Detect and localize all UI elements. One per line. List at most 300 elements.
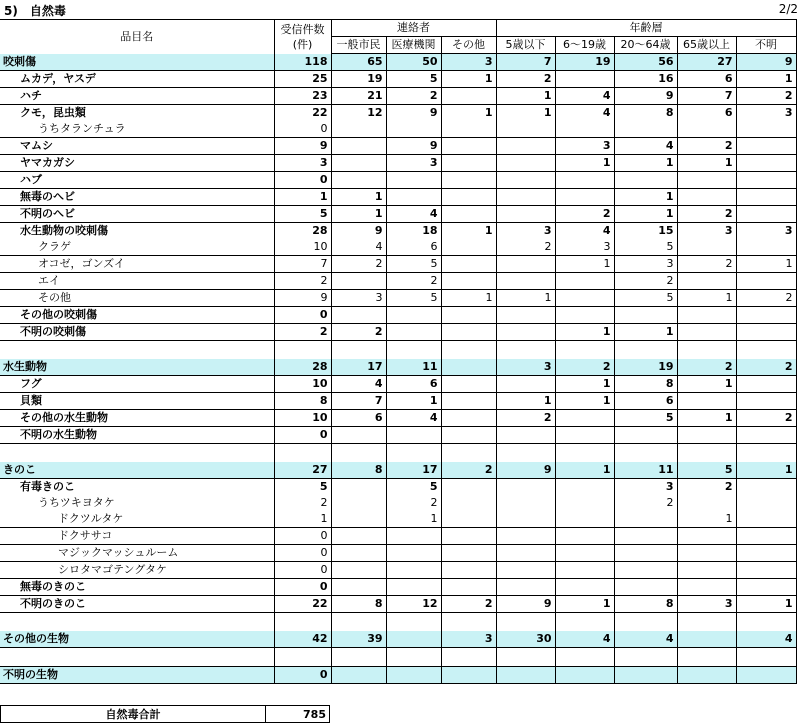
- row-value: 25: [274, 71, 331, 88]
- row-label: フグ: [0, 376, 274, 393]
- row-value: [555, 579, 614, 596]
- row-value: [496, 613, 555, 632]
- table-row: [0, 427, 796, 444]
- row-value: [274, 648, 331, 667]
- row-value: [441, 256, 496, 273]
- row-value: 7: [677, 88, 736, 105]
- row-value: [441, 138, 496, 155]
- row-value: 2: [736, 359, 796, 376]
- row-value: 2: [677, 256, 736, 273]
- row-value: [677, 545, 736, 562]
- row-value: 2: [677, 206, 736, 223]
- row-value: [496, 648, 555, 667]
- row-value: 11: [386, 359, 441, 376]
- category-row: [0, 667, 796, 684]
- row-value: [555, 71, 614, 88]
- row-value: [441, 273, 496, 290]
- row-value: 8: [331, 596, 386, 613]
- row-value: 1: [677, 511, 736, 528]
- row-value: [441, 648, 496, 667]
- row-label: 水生動物: [0, 359, 274, 376]
- total-value: 785: [266, 706, 330, 723]
- row-value: [386, 545, 441, 562]
- row-value: [441, 341, 496, 360]
- row-value: 9: [736, 54, 796, 71]
- row-value: [331, 155, 386, 172]
- row-value: [736, 511, 796, 528]
- page-number: 2/2: [778, 2, 798, 16]
- row-value: [331, 138, 386, 155]
- row-value: [331, 613, 386, 632]
- row-value: [614, 341, 677, 360]
- row-value: [274, 444, 331, 463]
- row-label: うちタランチュラ: [0, 121, 274, 138]
- row-value: 17: [331, 359, 386, 376]
- row-value: [331, 495, 386, 511]
- row-value: [496, 495, 555, 511]
- total-table: [0, 705, 330, 723]
- row-value: 1: [677, 155, 736, 172]
- row-value: [441, 155, 496, 172]
- row-value: [496, 444, 555, 463]
- row-label: オコゼ，ゴンズイ: [0, 256, 274, 273]
- row-value: [677, 667, 736, 684]
- row-value: 0: [274, 121, 331, 138]
- row-label: うちツキヨタケ: [0, 495, 274, 511]
- row-value: 1: [677, 290, 736, 307]
- row-value: [677, 189, 736, 206]
- row-label: ヤマカガシ: [0, 155, 274, 172]
- table-row: [0, 239, 796, 256]
- row-value: 2: [331, 256, 386, 273]
- row-value: [736, 138, 796, 155]
- row-label: クモ，昆虫類: [0, 105, 274, 122]
- row-value: [614, 444, 677, 463]
- row-value: [736, 528, 796, 545]
- header-row-1: [0, 20, 796, 37]
- row-value: [677, 562, 736, 579]
- row-value: [677, 324, 736, 341]
- row-value: [496, 172, 555, 189]
- row-value: 27: [677, 54, 736, 71]
- row-value: [496, 528, 555, 545]
- row-value: [736, 545, 796, 562]
- row-value: 9: [614, 88, 677, 105]
- row-label: マムシ: [0, 138, 274, 155]
- row-value: [496, 562, 555, 579]
- row-value: [331, 545, 386, 562]
- row-value: [677, 172, 736, 189]
- col-age-65plus: 65歳以上: [677, 37, 736, 54]
- row-value: 0: [274, 667, 331, 684]
- table-row: [0, 189, 796, 206]
- row-label: その他: [0, 290, 274, 307]
- row-label: 無毒のきのこ: [0, 579, 274, 596]
- row-value: [736, 307, 796, 324]
- row-value: 19: [331, 71, 386, 88]
- col-contact-group: 連絡者: [331, 20, 496, 37]
- col-age-unknown: 不明: [736, 37, 796, 54]
- row-value: [736, 121, 796, 138]
- row-value: 7: [331, 393, 386, 410]
- table-row: [0, 495, 796, 511]
- row-value: 2: [677, 479, 736, 496]
- row-value: 1: [555, 256, 614, 273]
- row-value: [614, 667, 677, 684]
- row-value: 1: [496, 393, 555, 410]
- spacer-row: [0, 444, 796, 463]
- row-value: 2: [441, 596, 496, 613]
- row-value: [736, 444, 796, 463]
- row-value: [736, 324, 796, 341]
- row-value: [496, 427, 555, 444]
- row-value: 0: [274, 545, 331, 562]
- row-value: 5: [386, 256, 441, 273]
- row-value: [736, 341, 796, 360]
- row-value: 2: [555, 206, 614, 223]
- table-row: [0, 324, 796, 341]
- row-value: [441, 545, 496, 562]
- row-value: 28: [274, 359, 331, 376]
- row-value: [441, 239, 496, 256]
- row-value: [677, 613, 736, 632]
- row-value: 8: [614, 376, 677, 393]
- row-value: [614, 172, 677, 189]
- total-label: 自然毒合計: [1, 706, 266, 723]
- row-value: 8: [614, 596, 677, 613]
- row-value: 1: [555, 462, 614, 479]
- row-value: [614, 307, 677, 324]
- poison-stats-table: [0, 19, 797, 684]
- row-value: 5: [274, 206, 331, 223]
- col-age-group: 年齢層: [496, 20, 796, 37]
- row-value: [386, 341, 441, 360]
- row-value: 2: [274, 324, 331, 341]
- row-value: 8: [331, 462, 386, 479]
- row-value: 65: [331, 54, 386, 71]
- row-value: [441, 495, 496, 511]
- row-value: [677, 648, 736, 667]
- row-value: [331, 121, 386, 138]
- row-value: 2: [441, 462, 496, 479]
- table-row: [0, 479, 796, 496]
- table-row: [0, 256, 796, 273]
- row-label: ドクササコ: [0, 528, 274, 545]
- row-value: [386, 189, 441, 206]
- col-contact-citizen: 一般市民: [331, 37, 386, 54]
- row-value: [736, 479, 796, 496]
- row-value: [677, 631, 736, 648]
- row-value: 1: [614, 206, 677, 223]
- row-value: [331, 579, 386, 596]
- table-row: [0, 206, 796, 223]
- row-value: 5: [386, 290, 441, 307]
- row-value: [386, 444, 441, 463]
- row-label: ムカデ，ヤスデ: [0, 71, 274, 88]
- row-value: [496, 206, 555, 223]
- row-label: 水生動物の咬刺傷: [0, 223, 274, 240]
- row-value: [736, 427, 796, 444]
- row-value: 2: [274, 273, 331, 290]
- row-value: [331, 427, 386, 444]
- row-value: 1: [386, 511, 441, 528]
- row-value: 21: [331, 88, 386, 105]
- row-value: 4: [614, 138, 677, 155]
- row-value: [386, 427, 441, 444]
- row-value: 3: [441, 54, 496, 71]
- row-value: 22: [274, 105, 331, 122]
- row-value: 1: [386, 393, 441, 410]
- row-value: 6: [677, 71, 736, 88]
- row-label: 有毒きのこ: [0, 479, 274, 496]
- table-row: [0, 121, 796, 138]
- row-value: [441, 667, 496, 684]
- row-value: 19: [555, 54, 614, 71]
- row-value: 6: [677, 105, 736, 122]
- row-value: [614, 579, 677, 596]
- row-value: 3: [386, 155, 441, 172]
- row-label: ハブ: [0, 172, 274, 189]
- row-value: [441, 427, 496, 444]
- row-value: [331, 511, 386, 528]
- row-value: [677, 239, 736, 256]
- row-value: [386, 324, 441, 341]
- row-value: [386, 631, 441, 648]
- row-value: [555, 427, 614, 444]
- row-value: 3: [331, 290, 386, 307]
- row-value: 1: [441, 105, 496, 122]
- row-label: [0, 613, 274, 632]
- row-value: 2: [386, 88, 441, 105]
- row-value: 1: [555, 393, 614, 410]
- row-value: 1: [677, 376, 736, 393]
- row-value: 6: [331, 410, 386, 427]
- row-value: 1: [555, 324, 614, 341]
- row-value: 2: [614, 495, 677, 511]
- col-contact-other: その他: [441, 37, 496, 54]
- row-value: 6: [614, 393, 677, 410]
- row-value: [555, 562, 614, 579]
- row-label: 不明の咬刺傷: [0, 324, 274, 341]
- row-value: 4: [555, 631, 614, 648]
- row-value: [496, 307, 555, 324]
- row-value: 27: [274, 462, 331, 479]
- row-value: [331, 444, 386, 463]
- row-value: [496, 479, 555, 496]
- row-label: 咬刺傷: [0, 54, 274, 71]
- category-row: [0, 631, 796, 648]
- row-value: 1: [736, 462, 796, 479]
- row-value: 5: [386, 71, 441, 88]
- row-value: 0: [274, 427, 331, 444]
- row-value: 1: [274, 511, 331, 528]
- row-value: 7: [496, 54, 555, 71]
- row-value: 2: [496, 71, 555, 88]
- row-value: 1: [555, 596, 614, 613]
- row-value: [555, 444, 614, 463]
- row-value: [386, 562, 441, 579]
- table-row: [0, 410, 796, 427]
- row-value: [331, 307, 386, 324]
- row-value: [496, 256, 555, 273]
- row-value: 2: [736, 410, 796, 427]
- row-value: 4: [331, 239, 386, 256]
- row-value: 9: [496, 462, 555, 479]
- row-label: 不明の水生動物: [0, 427, 274, 444]
- row-value: [274, 613, 331, 632]
- row-value: 8: [274, 393, 331, 410]
- row-value: 2: [736, 290, 796, 307]
- row-value: [736, 206, 796, 223]
- row-value: 10: [274, 410, 331, 427]
- row-value: [386, 579, 441, 596]
- row-value: 2: [331, 324, 386, 341]
- table-row: [0, 528, 796, 545]
- row-value: 4: [331, 376, 386, 393]
- row-value: [555, 290, 614, 307]
- row-value: [441, 376, 496, 393]
- table-body: [0, 20, 796, 684]
- row-value: [736, 273, 796, 290]
- table-row: [0, 155, 796, 172]
- row-value: 30: [496, 631, 555, 648]
- row-value: 5: [614, 239, 677, 256]
- row-value: 8: [614, 105, 677, 122]
- col-contact-medical: 医療機関: [386, 37, 441, 54]
- row-value: [441, 206, 496, 223]
- row-value: [441, 189, 496, 206]
- row-value: 3: [496, 359, 555, 376]
- row-value: [677, 307, 736, 324]
- row-value: 3: [441, 631, 496, 648]
- row-value: [736, 189, 796, 206]
- row-value: [496, 121, 555, 138]
- col-age-under5: 5歳以下: [496, 37, 555, 54]
- row-value: 1: [441, 223, 496, 240]
- row-value: [496, 155, 555, 172]
- row-value: 1: [614, 189, 677, 206]
- row-value: [555, 511, 614, 528]
- row-value: [441, 359, 496, 376]
- row-label: 無毒のヘビ: [0, 189, 274, 206]
- row-value: 50: [386, 54, 441, 71]
- row-value: [736, 376, 796, 393]
- row-value: 10: [274, 239, 331, 256]
- row-value: [386, 121, 441, 138]
- row-value: 15: [614, 223, 677, 240]
- row-value: [331, 172, 386, 189]
- table-row: [0, 562, 796, 579]
- table-row: [0, 138, 796, 155]
- table-row: [0, 172, 796, 189]
- row-value: 4: [386, 206, 441, 223]
- row-label: 貝類: [0, 393, 274, 410]
- row-value: 9: [274, 290, 331, 307]
- row-value: 5: [614, 410, 677, 427]
- table-row: [0, 71, 796, 88]
- row-value: 1: [736, 596, 796, 613]
- row-value: [555, 121, 614, 138]
- row-value: 4: [386, 410, 441, 427]
- row-value: [496, 511, 555, 528]
- row-value: 7: [274, 256, 331, 273]
- table-row: [0, 596, 796, 613]
- row-value: [496, 138, 555, 155]
- row-value: [555, 273, 614, 290]
- row-value: 5: [677, 462, 736, 479]
- row-value: [736, 667, 796, 684]
- row-value: 18: [386, 223, 441, 240]
- section-title: 5) 自然毒: [4, 4, 66, 18]
- row-value: [614, 121, 677, 138]
- row-value: [386, 172, 441, 189]
- spacer-row: [0, 648, 796, 667]
- row-value: 1: [441, 290, 496, 307]
- row-value: [331, 341, 386, 360]
- row-value: 3: [555, 239, 614, 256]
- table-row: [0, 88, 796, 105]
- row-value: 2: [496, 410, 555, 427]
- row-value: 3: [614, 479, 677, 496]
- row-value: [677, 444, 736, 463]
- table-row: [0, 376, 796, 393]
- row-value: [441, 444, 496, 463]
- row-value: 0: [274, 307, 331, 324]
- row-value: [736, 495, 796, 511]
- row-value: [441, 88, 496, 105]
- row-value: 3: [496, 223, 555, 240]
- row-value: 6: [386, 376, 441, 393]
- row-value: [614, 562, 677, 579]
- spacer-row: [0, 613, 796, 632]
- row-value: [736, 172, 796, 189]
- col-age-6-19: 6～19歳: [555, 37, 614, 54]
- row-value: [677, 341, 736, 360]
- row-value: 16: [614, 71, 677, 88]
- row-value: [736, 648, 796, 667]
- row-value: 0: [274, 172, 331, 189]
- row-value: 1: [736, 71, 796, 88]
- row-value: [386, 648, 441, 667]
- row-value: 42: [274, 631, 331, 648]
- row-value: 1: [555, 155, 614, 172]
- row-value: [677, 495, 736, 511]
- row-value: 11: [614, 462, 677, 479]
- table-row: [0, 290, 796, 307]
- row-value: 5: [386, 479, 441, 496]
- row-value: 4: [555, 105, 614, 122]
- row-value: [677, 528, 736, 545]
- row-value: 2: [496, 239, 555, 256]
- row-value: 1: [614, 155, 677, 172]
- row-label: [0, 341, 274, 360]
- category-row: [0, 462, 796, 479]
- row-label: 不明の生物: [0, 667, 274, 684]
- table-row: [0, 393, 796, 410]
- row-value: 9: [274, 138, 331, 155]
- row-value: [614, 528, 677, 545]
- row-value: 118: [274, 54, 331, 71]
- row-value: 1: [441, 71, 496, 88]
- row-value: [386, 528, 441, 545]
- row-value: [496, 273, 555, 290]
- row-value: 1: [331, 189, 386, 206]
- col-received-label: 受信件数: [280, 22, 325, 36]
- row-label: その他の咬刺傷: [0, 307, 274, 324]
- row-value: 9: [331, 223, 386, 240]
- table-row: [0, 307, 796, 324]
- row-value: 1: [331, 206, 386, 223]
